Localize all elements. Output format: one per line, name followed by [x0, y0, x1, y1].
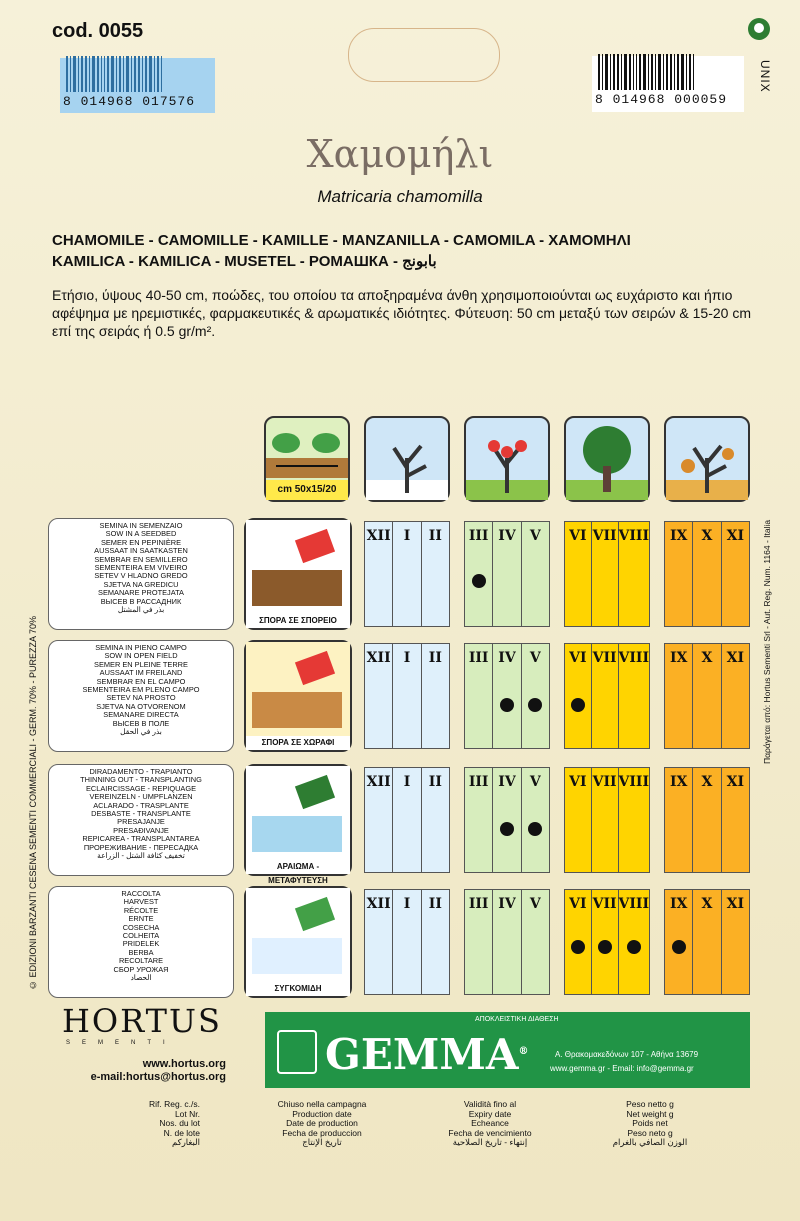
month-group: [364, 643, 450, 749]
latin-name: Matricaria chamomilla: [317, 187, 483, 206]
barcode-bar: [617, 54, 619, 90]
barcode-bar: [629, 54, 631, 90]
month-cell: [493, 890, 521, 994]
month-cell: [619, 522, 650, 626]
activity-line: ПРОРЕЖИВАНИЕ - ПЕРЕСАДКА: [83, 842, 199, 852]
barcode-bar: [677, 54, 679, 90]
month-cell: [465, 644, 493, 748]
activity-picture-label: ΣΥΓΚΟΜΙΔΗ: [246, 982, 350, 996]
activity-line: SEMANARE DIRECTA: [103, 710, 179, 720]
month-cell: [365, 890, 393, 994]
activity-line: RECOLTARE: [118, 956, 164, 966]
barcode-bar: [602, 54, 603, 90]
month-label: VII: [592, 528, 617, 544]
barcode-bar: [116, 56, 117, 92]
month-label: VII: [592, 774, 617, 790]
month-label: X: [701, 774, 713, 790]
month-cell: [365, 644, 393, 748]
month-cell: [422, 768, 449, 872]
activity-dot: [571, 940, 585, 954]
month-label: II: [428, 896, 442, 912]
month-cell: [393, 768, 421, 872]
barcode-bar: [605, 54, 608, 90]
names-line-2: KAMILICA - KAMILICA - MUSETEL - РОМАШКА - بابونج: [52, 253, 437, 270]
activity-line: PRESAJANJE: [117, 817, 165, 827]
barcode-bar: [633, 54, 634, 90]
month-label: VIII: [618, 774, 650, 790]
gemma-banner: [265, 1012, 750, 1088]
activity-line: SETEV NA PROSTO: [106, 693, 176, 703]
month-group: [364, 521, 450, 627]
month-label: X: [701, 528, 713, 544]
barcode-bar: [138, 56, 140, 92]
barcode-bar: [131, 56, 132, 92]
footer-column: [60, 1100, 200, 1148]
activity-line: ERNTE: [128, 914, 154, 924]
month-label: I: [403, 896, 411, 912]
footer-column: [420, 1100, 560, 1148]
barcode-bar: [101, 56, 102, 92]
gemma-contacts: www.gemma.gr - Email: info@gemma.gr: [550, 1064, 694, 1073]
hang-hole-outline: [348, 28, 500, 82]
activity-line: تخفيف كثافة الشتل - الزراعة: [97, 851, 185, 861]
month-label: I: [403, 528, 411, 544]
month-label: XI: [726, 528, 745, 544]
activity-dot: [571, 698, 585, 712]
footer-line: Poids net: [632, 1118, 668, 1129]
barcode-bar: [636, 54, 637, 90]
activity-line: SJETVA NA OTVORENOM: [96, 701, 186, 711]
activity-picture-label: ΣΠΟΡΑ ΣΕ ΣΠΟΡΕΙΟ: [246, 614, 350, 628]
left-vertical-text: © EDIZIONI BARZANTI CESENA SEMENTI COMMERCIALI - GERM. 70% - PUREZZA 70%: [28, 615, 38, 990]
month-cell: [592, 644, 619, 748]
activity-line: SEMENTEIRA EM VIVEIRO: [94, 563, 188, 573]
month-label: IX: [669, 896, 688, 912]
barcode-bar: [689, 54, 691, 90]
month-label: V: [529, 896, 541, 912]
barcode-bar: [104, 56, 105, 92]
month-group: [464, 767, 550, 873]
spring-tree-icon: [464, 416, 550, 502]
activity-line: SEMINA IN PIENO CAMPO: [95, 643, 187, 652]
month-label: XI: [726, 896, 745, 912]
footer-line: Net weight g: [626, 1108, 674, 1119]
activity-line: VEREINZELN - UMPFLANZEN: [89, 792, 193, 802]
month-label: III: [468, 774, 489, 790]
month-cell: [565, 522, 592, 626]
barcode-bar: [92, 56, 95, 92]
activity-text-box: [48, 640, 234, 752]
recycle-leaf-icon: [748, 18, 770, 40]
barcode-bar: [85, 56, 87, 92]
barcode-bar: [643, 54, 646, 90]
barcode-bar: [663, 54, 664, 90]
barcode-bar: [648, 54, 649, 90]
month-cell: [619, 644, 650, 748]
month-cell: [565, 644, 592, 748]
activity-line: DIRADAMENTO - TRAPIANTO: [89, 767, 193, 776]
activity-line: ВЫСЕВ В РАССАДНИК: [100, 596, 182, 606]
month-group: [464, 521, 550, 627]
gemma-name-text: GEMMA: [325, 1030, 519, 1079]
activity-picture-label: ΣΠΟΡΑ ΣΕ ΧΩΡΑΦΙ: [246, 736, 350, 750]
month-cell: [393, 890, 421, 994]
barcode-bar: [70, 56, 71, 92]
month-cell: [493, 644, 521, 748]
month-label: V: [529, 650, 541, 666]
activity-text-box: [48, 886, 234, 998]
activity-line: COLHEITA: [122, 931, 160, 941]
spacing-label: cm 50x15/20: [266, 480, 348, 500]
footer-line: Rif. Reg. c./s.: [148, 1099, 200, 1109]
activity-line: RACCOLTA: [121, 889, 161, 898]
activity-line: SEMBRAR EN EL CAMPO: [96, 676, 186, 686]
product-code: cod. 0055: [52, 20, 144, 42]
activity-line: SEMANARE PROTEJATA: [98, 588, 184, 598]
barcode-bar: [97, 56, 99, 92]
month-cell: [565, 768, 592, 872]
activity-line: SEMBRAR EN SEMILLERO: [94, 554, 188, 564]
activity-line: DESBASTE - TRANSPLANTE: [91, 809, 191, 819]
contacts: [62, 1058, 226, 1084]
month-cell: [722, 890, 749, 994]
month-label: VIII: [618, 896, 650, 912]
activity-line: SETEV V HLADNO GREDO: [94, 571, 188, 581]
hortus-logo: HORTUS: [62, 1002, 222, 1040]
month-cell: [592, 768, 619, 872]
month-cell: [693, 522, 721, 626]
month-cell: [665, 890, 693, 994]
month-cell: [365, 522, 393, 626]
activity-dot: [500, 698, 514, 712]
month-cell: [693, 768, 721, 872]
activity-line: SOW IN A SEEDBED: [105, 529, 177, 539]
month-group: [464, 889, 550, 995]
activity-picture: [244, 518, 352, 630]
footer-column: [580, 1100, 720, 1148]
activity-line: بذر في المشتل: [117, 605, 165, 615]
month-label: I: [403, 774, 411, 790]
month-label: IX: [669, 774, 688, 790]
month-label: XI: [726, 650, 745, 666]
activity-line: PRIDELEK: [122, 939, 160, 949]
barcode-bar: [89, 56, 90, 92]
activity-line: HARVEST: [123, 897, 159, 907]
email-link[interactable]: e-mail:hortus@hortus.org: [90, 1071, 226, 1083]
month-group: [664, 889, 750, 995]
month-cell: [493, 522, 521, 626]
month-label: XII: [366, 528, 391, 544]
month-cell: [619, 890, 650, 994]
month-cell: [365, 768, 393, 872]
activity-dot: [598, 940, 612, 954]
month-cell: [422, 644, 449, 748]
gemma-logo-icon: [277, 1030, 317, 1074]
month-label: X: [701, 650, 713, 666]
barcode-bar: [610, 54, 611, 90]
activity-line: THINNING OUT - TRANSPLANTING: [80, 775, 202, 785]
activity-line: SEMER EN PLEINE TERRE: [94, 659, 188, 669]
barcode-bar: [66, 56, 68, 92]
month-cell: [422, 522, 449, 626]
month-group: [464, 643, 550, 749]
month-label: XII: [366, 774, 391, 790]
footer-column: [252, 1100, 392, 1148]
month-cell: [665, 768, 693, 872]
activity-line: SEMER EN PEPINIÈRE: [100, 537, 182, 547]
footer-line: Validità fino al: [463, 1099, 517, 1109]
footer-line: إنتهاء - تاريخ الصلاحية: [452, 1137, 528, 1148]
footer-line: Expiry date: [468, 1108, 512, 1119]
activity-line: SJETVA NA GREDICU: [103, 579, 179, 589]
footer-line: Chiuso nella campagna: [277, 1099, 367, 1109]
footer-line: الوزن الصافي بالغرام: [612, 1137, 688, 1148]
month-label: VIII: [618, 650, 650, 666]
month-label: II: [428, 650, 442, 666]
barcode-bar: [693, 54, 694, 90]
footer-line: Lot Nr.: [174, 1108, 200, 1119]
activity-line: ECLAIRCISSAGE - REPIQUAGE: [85, 783, 197, 793]
gemma-exclusive-label: ΑΠΟΚΛΕΙΣΤΙΚΗ ΔΙΑΘΕΣΗ: [475, 1016, 559, 1023]
sementi-text: SEMENTI: [66, 1040, 177, 1046]
month-label: II: [428, 528, 442, 544]
month-cell: [722, 644, 749, 748]
barcode-bar: [119, 56, 121, 92]
barcode-right: [592, 56, 744, 112]
barcode-bar: [123, 56, 124, 92]
names-line-1: CHAMOMILE - CAMOMILLE - KAMILLE - MANZANILLA - CAMOMILA - ΧΑΜΟΜΗΛΙ: [52, 232, 631, 249]
barcode-bar: [651, 54, 653, 90]
barcode-left-number: 8 014968 017576: [63, 94, 196, 109]
month-cell: [465, 768, 493, 872]
barcode-bar: [157, 56, 159, 92]
month-cell: [522, 522, 549, 626]
spacing-icon: [264, 416, 350, 502]
footer-line: N. de lote: [163, 1127, 200, 1138]
activity-line: RÉCOLTE: [123, 905, 159, 915]
month-label: III: [468, 650, 489, 666]
barcode-bar: [149, 56, 152, 92]
month-group: [364, 767, 450, 873]
month-cell: [393, 644, 421, 748]
activity-line: SOW IN OPEN FIELD: [104, 651, 178, 661]
activity-line: الحصاد: [130, 973, 152, 983]
month-group: [664, 767, 750, 873]
website-link[interactable]: www.hortus.org: [142, 1058, 226, 1070]
month-label: VIII: [618, 528, 650, 544]
barcode-bar: [658, 54, 661, 90]
barcode-right-number: 8 014968 000059: [595, 92, 728, 107]
activity-dot: [472, 574, 486, 588]
barcode-bar: [161, 56, 162, 92]
barcode-bar: [670, 54, 672, 90]
activity-dot: [528, 822, 542, 836]
month-cell: [592, 522, 619, 626]
barcode-bar: [613, 54, 615, 90]
month-group: [664, 643, 750, 749]
barcode-bar: [681, 54, 684, 90]
month-label: XI: [726, 774, 745, 790]
footer-line: البغاركم: [171, 1137, 200, 1148]
activity-dot: [672, 940, 686, 954]
month-group: [564, 643, 650, 749]
barcode-bar: [655, 54, 656, 90]
autumn-tree-icon: [664, 416, 750, 502]
month-cell: [722, 768, 749, 872]
month-cell: [619, 768, 650, 872]
month-group: [564, 889, 650, 995]
activity-line: ACLARADO - TRASPLANTE: [93, 800, 189, 810]
month-cell: [565, 890, 592, 994]
month-label: IX: [669, 650, 688, 666]
month-label: X: [701, 896, 713, 912]
month-cell: [393, 522, 421, 626]
month-label: III: [468, 528, 489, 544]
activity-line: СБОР УРОЖАЯ: [113, 964, 169, 974]
month-cell: [693, 890, 721, 994]
barcode-bar: [142, 56, 143, 92]
month-label: V: [529, 774, 541, 790]
month-group: [364, 889, 450, 995]
month-cell: [422, 890, 449, 994]
footer-line: Production date: [292, 1108, 352, 1119]
month-label: VI: [569, 528, 587, 544]
activity-line: ВЫСЕВ В ПОЛЕ: [112, 718, 170, 728]
right-vertical-text: Παράγεται από: Hortus Sementi Srl - Aut. Reg. Num. 1164 - Italia: [762, 520, 772, 765]
barcode-bars: [60, 58, 215, 94]
footer-line: Peso neto g: [627, 1127, 673, 1138]
barcode-bar: [621, 54, 622, 90]
activity-line: AUSSAAT IN SAATKASTEN: [94, 546, 188, 556]
month-cell: [465, 890, 493, 994]
description: Ετήσιο, ύψους 40-50 cm, ποώδες, του οποίου τα αποξηραμένα άνθη χρησιμοποιούνται ως ευχάριστο και ήπιο αφέψημα με ηρεμιστικές, φαρμακευτικές & αρωματικές ιδιότητες. Φύτευση: 50 cm μεταξύ των σειρών & 15-20 cm επί της σειράς ή 0.5 gr/m².: [52, 287, 752, 339]
activity-line: بذر في الحقل: [120, 727, 162, 737]
month-cell: [465, 522, 493, 626]
month-label: VI: [569, 650, 587, 666]
month-cell: [665, 522, 693, 626]
barcode-bar: [134, 56, 136, 92]
winter-tree-icon: [364, 416, 450, 502]
barcode-left: [60, 58, 215, 113]
barcode-bar: [598, 54, 600, 90]
barcode-bars: [592, 56, 744, 92]
greek-title: Χαμομήλι: [306, 132, 494, 176]
activity-dot: [500, 822, 514, 836]
activity-line: PRESAĐIVANJE: [113, 825, 169, 835]
month-group: [564, 767, 650, 873]
month-label: V: [529, 528, 541, 544]
barcode-bar: [686, 54, 687, 90]
footer-line: Date de production: [286, 1118, 358, 1129]
month-label: VI: [569, 896, 587, 912]
footer-line: Peso netto g: [626, 1099, 674, 1109]
barcode-bar: [107, 56, 109, 92]
gemma-registered-mark: ®: [518, 1046, 529, 1057]
footer-line: Nos. du lot: [159, 1118, 200, 1129]
barcode-bar: [111, 56, 114, 92]
month-label: IV: [498, 774, 516, 790]
month-label: XII: [366, 650, 391, 666]
activity-line: SEMENTEIRA EM PLENO CAMPO: [82, 685, 200, 695]
month-label: I: [403, 650, 411, 666]
footer-line: تاريخ الإنتاج: [302, 1137, 342, 1148]
activity-line: COSECHA: [122, 922, 160, 932]
month-label: II: [428, 774, 442, 790]
month-cell: [665, 644, 693, 748]
activity-picture-label: ΑΡΑΙΩΜΑ - ΜΕΤΑΦΥΤΕΥΣΗ: [246, 860, 350, 874]
activity-text-box: [48, 764, 234, 876]
activity-picture: [244, 886, 352, 998]
month-cell: [493, 768, 521, 872]
month-label: VII: [592, 650, 617, 666]
barcode-bar: [81, 56, 83, 92]
barcode-bar: [154, 56, 155, 92]
month-label: XII: [366, 896, 391, 912]
gemma-name: [325, 1030, 528, 1079]
month-label: IV: [498, 650, 516, 666]
month-group: [564, 521, 650, 627]
month-label: VI: [569, 774, 587, 790]
activity-line: BERBA: [128, 947, 154, 957]
activity-dot: [528, 698, 542, 712]
month-label: IV: [498, 896, 516, 912]
month-cell: [693, 644, 721, 748]
barcode-bar: [145, 56, 147, 92]
month-label: III: [468, 896, 489, 912]
activity-line: REPICAREA - TRANSPLANTAREA: [82, 834, 200, 844]
barcode-bar: [666, 54, 668, 90]
activity-text-box: [48, 518, 234, 630]
activity-dot: [627, 940, 641, 954]
barcode-bar: [624, 54, 627, 90]
gemma-address: Α. Θρακομακεδόνων 107 - Αθήνα 13679: [555, 1050, 699, 1059]
footer-line: Fecha de produccion: [282, 1127, 362, 1138]
barcode-bar: [126, 56, 129, 92]
month-cell: [522, 768, 549, 872]
month-cell: [522, 890, 549, 994]
month-label: IV: [498, 528, 516, 544]
activity-picture: [244, 640, 352, 752]
month-cell: [592, 890, 619, 994]
month-cell: [522, 644, 549, 748]
footer-line: Echeance: [471, 1118, 509, 1129]
activity-picture: [244, 764, 352, 885]
footer-line: Fecha de vencimiento: [448, 1127, 532, 1138]
barcode-bar: [639, 54, 641, 90]
month-cell: [722, 522, 749, 626]
summer-tree-icon: [564, 416, 650, 502]
activity-line: AUSSAAT IM FREILAND: [99, 668, 183, 678]
unix-label: UNIX: [758, 60, 772, 93]
barcode-bar: [674, 54, 675, 90]
barcode-bar: [78, 56, 79, 92]
activity-line: SEMINA IN SEMENZAIO: [99, 521, 183, 530]
month-label: VII: [592, 896, 617, 912]
month-group: [664, 521, 750, 627]
month-label: IX: [669, 528, 688, 544]
barcode-bar: [73, 56, 76, 92]
